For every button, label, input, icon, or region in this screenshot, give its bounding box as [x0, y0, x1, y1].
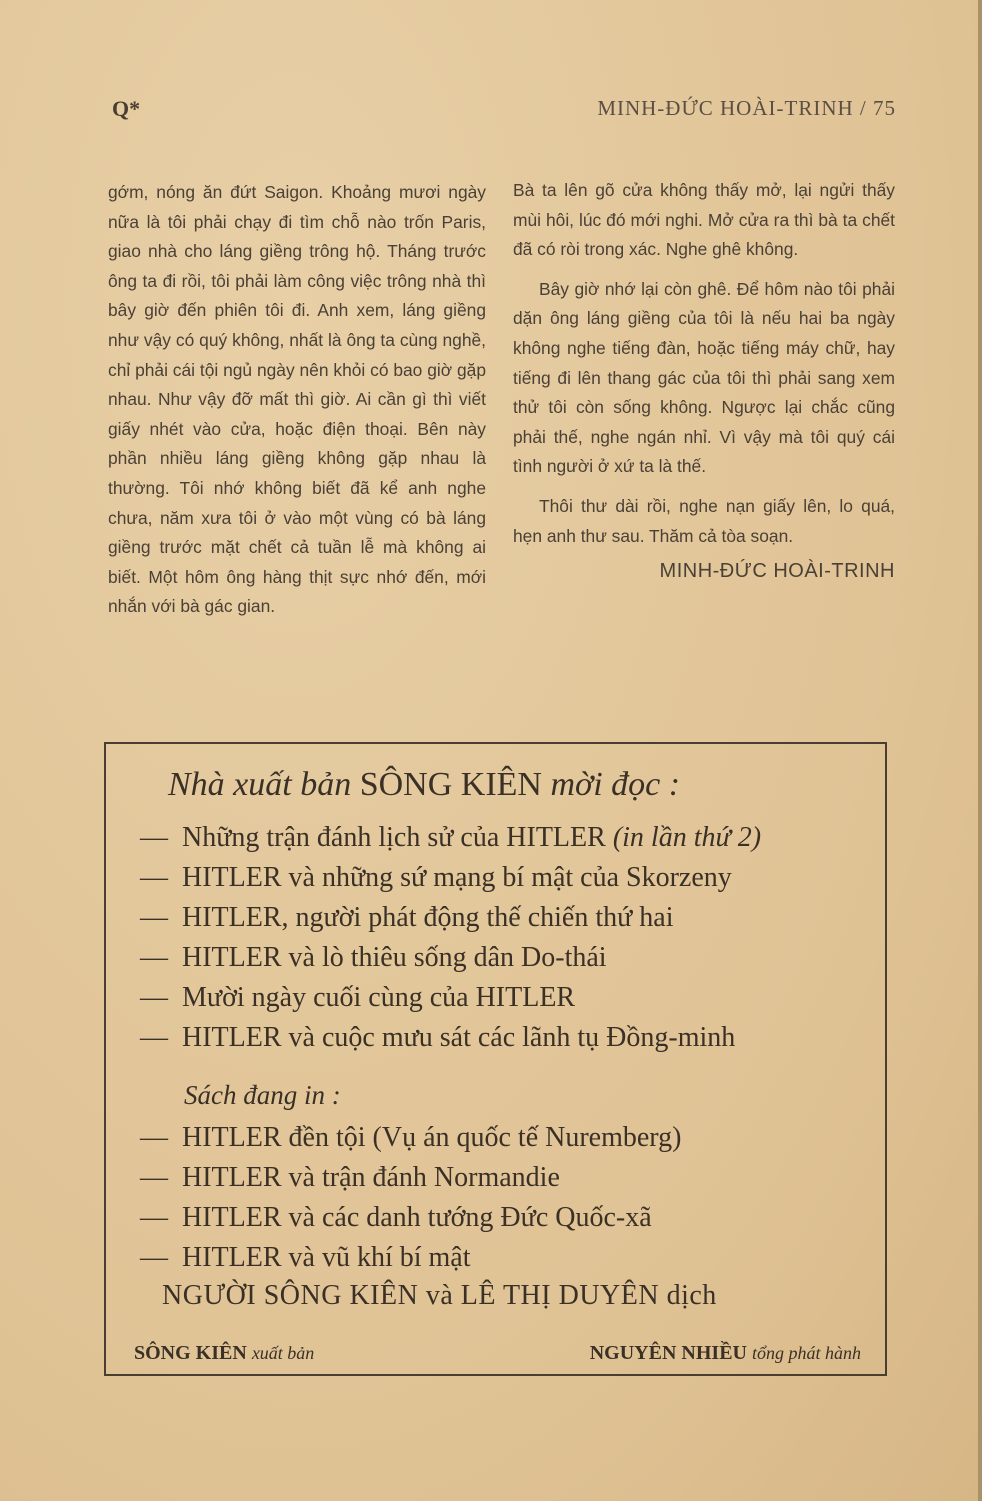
letter-paragraph: Thôi thư dài rồi, nghe nạn giấy lên, lo quá, hẹn anh thư sau. Thăm cả tòa soạn.	[513, 495, 895, 546]
publisher-name: SÔNG KIÊN	[134, 1342, 247, 1364]
distributor-credit	[590, 1342, 861, 1365]
publisher-advertisement	[104, 742, 887, 1376]
book-list	[140, 818, 880, 1058]
translator-credit: NGƯỜI SÔNG KIÊN và LÊ THỊ DUYÊN dịch	[162, 1280, 717, 1311]
publisher-role: xuất bản	[251, 1343, 315, 1363]
book-item	[140, 1198, 880, 1238]
distributor-name: NGUYÊN NHIỀU	[589, 1342, 747, 1364]
printing-book-list	[140, 1118, 880, 1278]
book-title: HITLER, người phát động thế chiến thứ hai	[182, 902, 674, 933]
dash: —	[140, 902, 168, 933]
book-item	[140, 898, 880, 938]
letter-right-column	[513, 176, 895, 587]
book-note: (in lần thứ 2)	[612, 822, 762, 853]
ad-title-suffix: mời đọc :	[550, 766, 681, 803]
dash: —	[140, 942, 168, 973]
ad-title	[168, 766, 680, 804]
dash: —	[140, 1122, 168, 1153]
book-item	[140, 1018, 880, 1058]
book-item	[140, 938, 880, 978]
book-title: Mười ngày cuối cùng của HITLER	[182, 982, 576, 1013]
running-title: MINH-ĐỨC HOÀI-TRINH / 75	[597, 96, 896, 120]
book-title: HITLER và cuộc mưu sát các lãnh tụ Đồng-minh	[182, 1022, 736, 1053]
ad-title-publisher: SÔNG KIÊN	[359, 766, 542, 803]
book-item	[140, 978, 880, 1018]
book-title: HITLER và những sứ mạng bí mật của Skorzeny	[182, 862, 732, 893]
printing-label: Sách đang in :	[184, 1080, 341, 1110]
book-title: HITLER và các danh tướng Đức Quốc-xã	[182, 1202, 652, 1233]
letter-paragraph: Bây giờ nhớ lại còn ghê. Để hôm nào tôi phải dặn ông láng giềng của tôi là nếu hai ba ngày không nghe tiếng đàn, hoặc tiếng máy chữ, hay tiếng đi lên thang gác của tôi thì phải sang xem thử tôi còn sống không. Ngược lại chắc cũng phải thế, nghe ngán nhỉ. Vì vậy mà tôi quý cái tình người ở xứ ta là thế.	[513, 278, 895, 477]
book-item	[140, 1238, 880, 1278]
dash: —	[140, 982, 168, 1013]
book-item	[140, 818, 880, 858]
book-title: HITLER và vũ khí bí mật	[182, 1242, 471, 1273]
ad-title-prefix: Nhà xuất bản	[168, 766, 352, 803]
dash: —	[140, 1202, 168, 1233]
dash: —	[140, 1242, 168, 1273]
header-mark: Q*	[112, 96, 141, 121]
dash: —	[140, 1022, 168, 1053]
book-item	[140, 858, 880, 898]
dash: —	[140, 862, 168, 893]
page-edge	[978, 0, 982, 1501]
distributor-role: tổng phát hành	[751, 1343, 861, 1363]
dash: —	[140, 822, 168, 853]
author-signature: MINH-ĐỨC HOÀI-TRINH	[659, 560, 895, 583]
letter-paragraph: Bà ta lên gõ cửa không thấy mở, lại ngửi thấy mùi hôi, lúc đó mới nghi. Mở cửa ra thì bà ta chết đã có ròi trong xác. Nghe ghê không.	[513, 180, 895, 260]
book-item	[140, 1158, 880, 1198]
book-title: HITLER và trận đánh Normandie	[182, 1162, 560, 1193]
page-header	[112, 94, 896, 134]
dash: —	[140, 1162, 168, 1193]
book-item	[140, 1118, 880, 1158]
letter-left-column	[108, 178, 486, 622]
letter-paragraph: gớm, nóng ăn đứt Saigon. Khoảng mươi ngày nữa là tôi phải chạy đi tìm chỗ nào trốn Paris, giao nhà cho láng giềng trông hộ. Tháng trước ông ta đi rồi, tôi phải làm công việc trông nhà thì bây giờ đến phiên tôi đi. Anh xem, láng giềng như vậy có quý không, nhất là ông ta cùng nghề, chỉ phải cái tội ngủ ngày nên khỏi có bao giờ gặp nhau. Như vậy đỡ mất thì giờ. Ai cần gì thì viết giấy nhét vào cửa, hoặc điện thoại. Bên này phần nhiều láng giềng không gặp nhau là thường. Tôi nhớ không biết đã kể anh nghe chưa, năm xưa tôi ở vào một vùng có bà láng giềng trước mặt chết cả tuần lễ mà không ai biết. Một hôm ông hàng thịt sực nhớ đến, mới nhắn với bà gác gian.	[108, 182, 486, 617]
book-title: HITLER và lò thiêu sống dân Do-thái	[182, 942, 607, 973]
book-title: HITLER đền tội (Vụ án quốc tế Nuremberg)	[182, 1122, 682, 1153]
book-title: Những trận đánh lịch sử của HITLER	[182, 822, 606, 853]
publisher-credit	[134, 1342, 314, 1365]
